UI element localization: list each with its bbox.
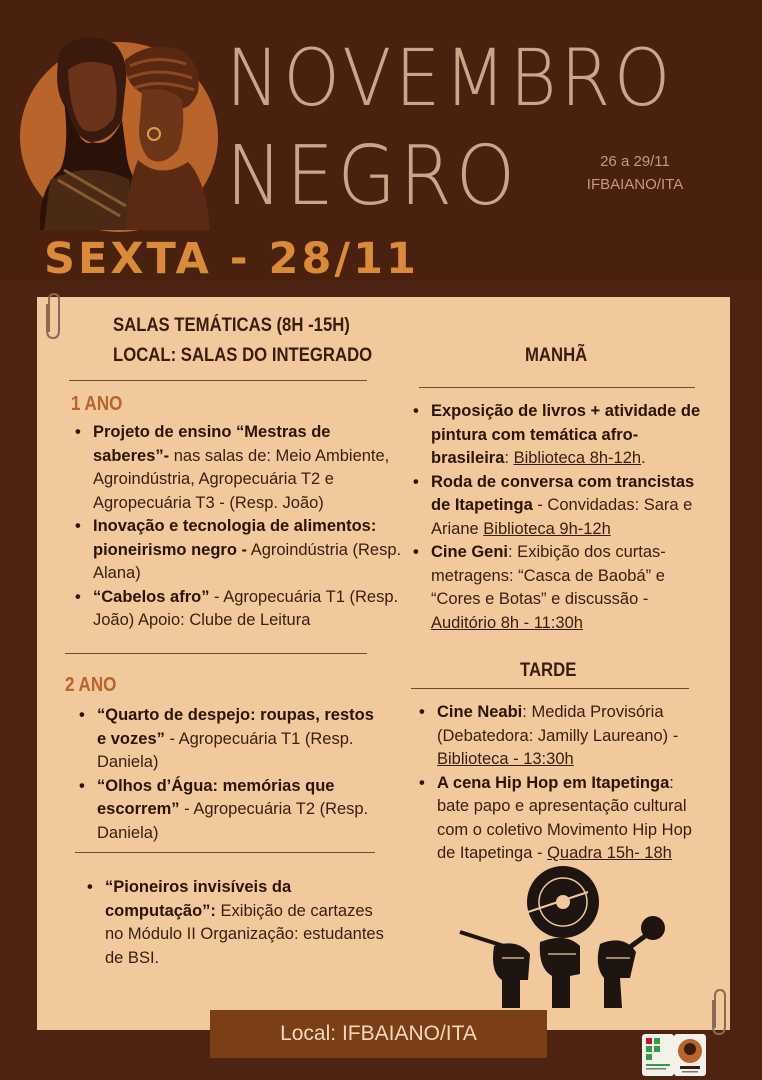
list-item: • Cine Neabi: Medida Provisória (Debatedora: Jamilly Laureano) - Biblioteca - 13:30h: [417, 701, 707, 772]
divider: [419, 387, 695, 388]
morning-list: [411, 400, 711, 635]
divider: [75, 852, 375, 853]
list-item: • “Quarto de despejo: roupas, restos e vozes” - Agropecuária T1 (Resp. Daniela): [77, 704, 377, 775]
title-negro: NEGRO: [226, 129, 519, 224]
event-info: [560, 150, 710, 196]
footer-location: Local: IFBAIANO/ITA: [210, 1010, 547, 1058]
list-item: • “Olhos d’Água: memórias que escorrem” - Agropecuária T2 (Resp. Daniela): [77, 775, 377, 846]
list-item: • Inovação e tecnologia de alimentos: pioneirismo negro - Agroindústria (Resp. Alana): [73, 515, 403, 586]
event-place: IFBAIANO/ITA: [586, 176, 684, 193]
list-item: • Exposição de livros + atividade de pintura com temática afro-brasileira: Biblioteca 8h-12h.: [411, 400, 711, 471]
list-item: • Projeto de ensino “Mestras de saberes”- nas salas de: Meio Ambiente, Agroindústria, Agropecuária T2 e Agropecuária T3 - (Resp. João): [73, 421, 403, 515]
morning-heading: MANHÃ: [525, 345, 588, 366]
neabi-logo: [674, 1034, 706, 1076]
instituto-federal-logo: [642, 1034, 674, 1076]
year-1-heading: 1 ANO: [71, 393, 123, 415]
themed-rooms-heading: SALAS TEMÁTICAS (8H -15H): [113, 315, 350, 336]
list-item: • “Pioneiros invisíveis da computação”: Exibição de cartazes no Módulo II Organização: estudantes de BSI.: [85, 876, 395, 970]
year-1-list: [73, 421, 403, 633]
list-item: • Roda de conversa com trancistas de Itapetinga - Convidadas: Sara e Ariane Biblioteca 9h-12h: [411, 471, 711, 542]
list-item: • A cena Hip Hop em Itapetinga: bate papo e apresentação cultural com o coletivo Movimento Hip Hop de Itapetinga - Quadra 15h- 18h: [417, 772, 707, 866]
year-2-list: [77, 704, 377, 845]
afternoon-list: [417, 701, 707, 866]
list-item: • “Cabelos afro” - Agropecuária T1 (Resp. João) Apoio: Clube de Leitura: [73, 586, 403, 633]
divider: [411, 688, 689, 689]
paperclip-icon: [710, 988, 728, 1036]
portraits-illustration: [30, 30, 220, 230]
title-novembro: NOVEMBRO: [226, 34, 675, 124]
divider: [69, 380, 367, 381]
list-item: • Cine Geni: Exibição dos curtas-metragens: “Casca de Baobá” e “Cores e Botas” e discussão - Auditório 8h - 11:30h: [411, 541, 711, 635]
extra-list: [85, 876, 395, 970]
divider: [65, 653, 367, 654]
event-dates: 26 a 29/11: [600, 153, 670, 170]
paperclip-icon: [44, 292, 62, 340]
hip-hop-fists-illustration: [458, 862, 670, 1012]
rooms-location-heading: LOCAL: SALAS DO INTEGRADO: [113, 345, 373, 366]
year-2-heading: 2 ANO: [65, 674, 117, 696]
day-heading: SEXTA - 28/11: [44, 234, 419, 284]
afternoon-heading: TARDE: [520, 660, 577, 681]
